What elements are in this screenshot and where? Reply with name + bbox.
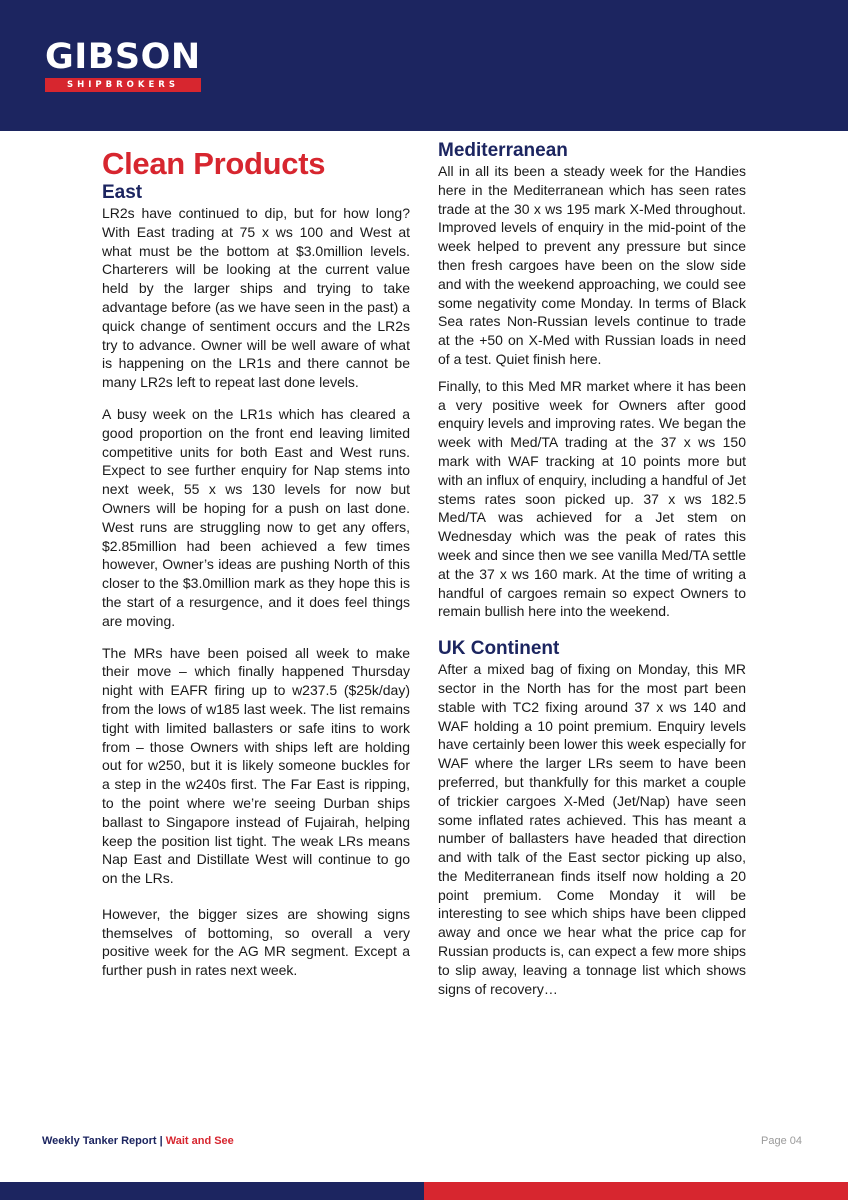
section-heading-east: East bbox=[102, 182, 143, 203]
logo-subtitle: SHIPBROKERS bbox=[45, 78, 201, 92]
east-paragraph: A busy week on the LR1s which has cleared a good proportion on the front end leaving limited competitive units for both East and West runs. Expect to see further enquiry for Nap stems into next week, 55 x ws 130 levels for now but Owners will be hoping for a push on last done. West runs are struggling now to get any offers, $2.85million had been achieved a few times however, Owner’s ideas are pushing North of this closer to the $3.0million mark as they hope this is the start of a resurgence, and it does feel things are moving. bbox=[102, 405, 410, 629]
footer-separator: | bbox=[159, 1135, 163, 1147]
footer-report-name: Weekly Tanker Report bbox=[42, 1135, 157, 1147]
section-heading-mediterranean: Mediterranean bbox=[438, 140, 568, 161]
footer-report-title bbox=[42, 1135, 234, 1147]
page-number: Page 04 bbox=[761, 1135, 802, 1147]
section-heading-uk-continent: UK Continent bbox=[438, 638, 560, 660]
right-column bbox=[438, 140, 746, 1011]
uk-continent-paragraph: After a mixed bag of fixing on Monday, this MR sector in the North has for the most part been stable with TC2 fixing around 37 x ws 140 and WAF holding a 10 point premium. Enquiry levels have certainly been lower this week especially for WAF where the larger LRs seem to have been preferred, but thankfully for this market a couple of trickier cargoes X-Med (Jet/Nap) have seen some inflated rates achieved. This has meant a number of ballasters have headed that direction and with talk of the East sector picking up also, the Mediterranean finds itself now holding a 20 point premium. Come Monday it will be interesting to see which ships have been clipped away and once we hear what the price cap for Russian products is, can expect a few more ships to slip away, leaving a tonnage list which shows signs of recovery… bbox=[438, 661, 746, 997]
footer-bar-blue bbox=[0, 1182, 424, 1200]
logo-wordmark: GIBSON bbox=[45, 37, 201, 77]
footer-bar-red bbox=[424, 1182, 848, 1200]
east-paragraph: LR2s have continued to dip, but for how long? With East trading at 75 x ws 100 and West at what must be the bottom at $3.0million levels. Charterers will be looking at the current value held by the larger ships and trying to take advantage before (as we have seen in the past) a quick change of sentiment occurs and the LR2s try to advance. Owner will be well aware of what is happening on the LR1s and there cannot be many LR2s left to repeat last done levels. bbox=[102, 205, 410, 391]
mediterranean-paragraph: Finally, to this Med MR market where it has been a very positive week for Owners after good enquiry levels and improving rates. We began the week with Med/TA trading at the 37 x ws 150 mark with WAF tracking at 10 points more but with an influx of enquiry, including a handful of Jet stems rates soon picked up. 37 x ws 182.5 Med/TA was achieved for a Jet stem on Wednesday which was the peak of rates this week and since then we see vanilla Med/TA settle at the 37 x ws 160 mark. At the time of writing a handful of cargoes remain so expect Owners to remain bullish here into the weekend. bbox=[438, 377, 746, 620]
footer-subtitle: Wait and See bbox=[165, 1135, 234, 1147]
page-title: Clean Products bbox=[102, 146, 326, 181]
left-column bbox=[102, 140, 410, 993]
east-paragraph: However, the bigger sizes are showing signs themselves of bottoming, so overall a very positive week for the AG MR segment. Except a further push in rates next week. bbox=[102, 905, 410, 979]
gibson-logo bbox=[45, 38, 205, 92]
mediterranean-paragraph: All in all its been a steady week for the Handies here in the Mediterranean which has seen rates trade at the 30 x ws 195 mark X-Med throughout. Improved levels of enquiry in the mid-point of the week helped to prevent any pressure but since then fresh cargoes have been on the slow side and with the weekend approaching, we could see some negativity come Monday. In terms of Black Sea rates Non-Russian levels continue to trade at the +50 on X-Med with Russian loads in need of a test. Quiet finish here. bbox=[438, 163, 746, 367]
east-paragraph: The MRs have been poised all week to make their move – which finally happened Thursday night with EAFR firing up to w237.5 ($25k/day) from the lows of w185 last week. The list remains tight with limited ballasters or safe itins to work from – those Owners with ships left are holding out for w250, but it is likely someone buckles for a step in the w240s first. The Far East is ripping, to the point where we’re seeing Durban ships ballast to Singapore instead of Fujairah, helping keep the position list tight. The weak LRs means Nap East and Distillate West will continue to go on the LRs. bbox=[102, 644, 410, 887]
page-header bbox=[0, 0, 848, 131]
